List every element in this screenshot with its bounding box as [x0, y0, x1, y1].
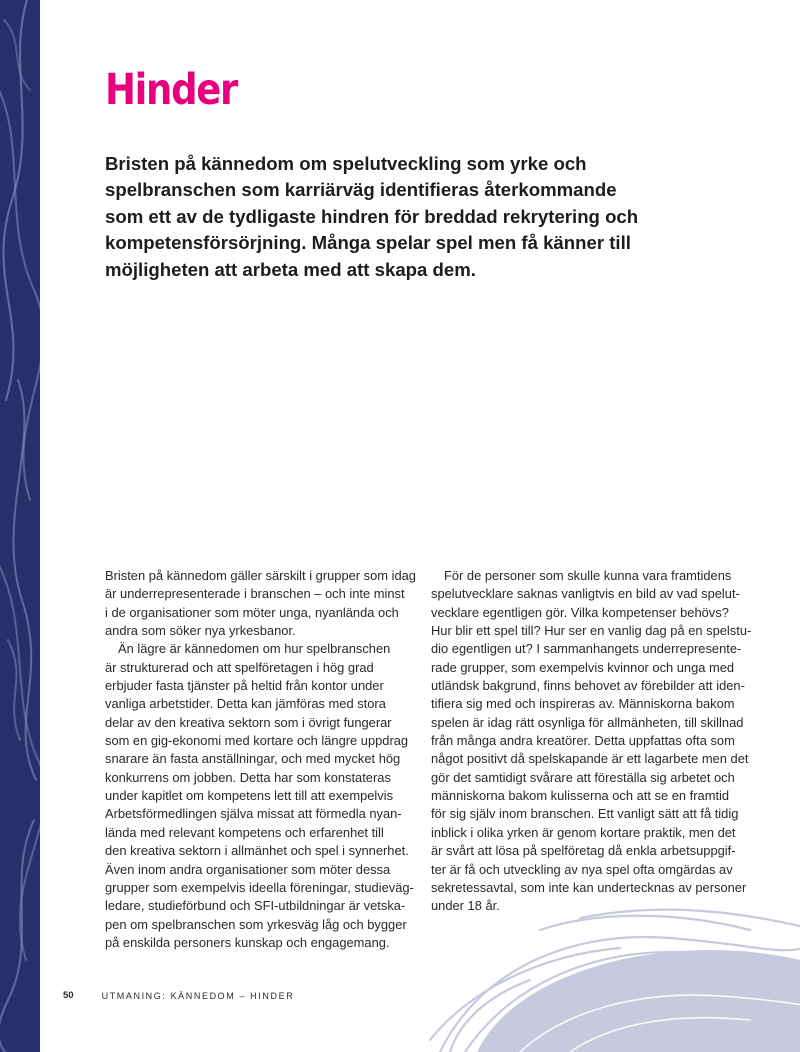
body-line: rade grupper, som exempelvis kvinnor och unga med	[431, 659, 735, 675]
body-line: under kapitlet om kompetens lett till att exempelvis	[105, 788, 394, 804]
body-line: ter är få och utveckling av nya spel ofta omgärdas av	[431, 861, 733, 877]
body-line: konkurrens om jobben. Detta har som konstateras	[105, 769, 391, 785]
body-line: spelen är idag rätt osynliga för allmänheten, till skillnad	[431, 714, 744, 730]
body-line: Arbetsförmedlingen själva missat att förmedla nyan-	[105, 806, 402, 822]
body-line: Hur blir ett spel till? Hur ser en vanlig dag på en spelstu-	[431, 623, 752, 639]
body-line: För de personer som skulle kunna vara framtidens	[444, 568, 732, 583]
body-line: snarare än fasta anställningar, och med mycket hög	[105, 751, 401, 767]
page-heading: Hinder	[105, 65, 238, 115]
body-line: grupper som exempelvis ideella föreningar, studieväg-	[105, 879, 414, 895]
lead-line: möjligheten att arbeta med att skapa dem.	[105, 258, 476, 280]
body-line: för sig själv inom branschen. Ett vanligt sätt att få tidig	[431, 806, 739, 822]
body-column-right	[431, 567, 751, 916]
body-line: Även inom andra organisationer som möter dessa	[105, 861, 391, 877]
body-line: i de organisationer som möter unga, nyanlända och	[105, 604, 399, 620]
body-line: erbjuder fasta tjänster på heltid från kontor under	[105, 678, 384, 694]
body-line: är strukturerad och att spelföretagen i hög grad	[105, 659, 374, 675]
body-line: under 18 år.	[431, 898, 500, 914]
lead-line: kompetensförsörjning. Många spelar spel men få känner till	[105, 232, 631, 254]
body-line: människorna bakom kulisserna och att se en framtid	[431, 788, 730, 804]
lead-line: Bristen på kännedom om spelutveckling som yrke och	[105, 153, 587, 174]
body-line: delar av den kreativa sektorn som i övrigt fungerar	[105, 714, 392, 730]
body-line: tifiera sig med och inspireras av. Människorna bakom	[431, 696, 735, 712]
body-line: vecklare egentligen gör. Vilka kompetenser behövs?	[431, 604, 729, 620]
body-line: är underrepresenterade i branschen – och inte minst	[105, 586, 405, 602]
decorative-side-band	[0, 0, 40, 1052]
page-number: 50	[63, 990, 74, 1001]
body-line: något positivt då spelskapande är ett lagarbete men det	[431, 751, 749, 767]
body-line: den kreativa sektorn i allmänhet och spel i synnerhet.	[105, 843, 409, 859]
body-line: utländsk bakgrund, finns behovet av förebilder att iden-	[431, 678, 745, 694]
body-line: Än lägre är kännedomen om hur spelbranschen	[118, 641, 391, 657]
body-line: inblick i olika yrken är genom kortare praktik, men det	[431, 824, 736, 840]
body-column-left	[105, 567, 425, 952]
body-line: gör det samtidigt svårare att föreställa sig arbetet och	[431, 769, 735, 785]
body-line: är svårt att lösa på spelföretag då enkla arbetsuppgif-	[431, 843, 736, 859]
body-line: som en gig-ekonomi med kortare och längre uppdrag	[105, 733, 409, 749]
body-line: dio egentligen ut? I sammanhangets underrepresente-	[431, 641, 742, 657]
lead-line: spelbranschen som karriärväg identifieras återkommande	[105, 179, 617, 201]
lead-line: som ett av de tydligaste hindren för breddad rekrytering och	[105, 205, 639, 227]
body-line: pen om spelbranschen som yrkesväg låg och bygger	[105, 916, 407, 932]
page-footer	[63, 990, 294, 1001]
decorative-corner-art	[420, 900, 800, 1052]
body-line: andra som söker nya yrkesbanor.	[105, 623, 296, 639]
body-line: på enskilda personers kunskap och engagemang.	[105, 934, 390, 950]
body-line: vanliga arbetstider. Detta kan jämföras med stora	[105, 696, 386, 712]
body-line: spelutvecklare saknas vanligtvis en bild av vad spelut-	[431, 586, 740, 602]
body-line: lända med relevant kompetens och erfarenhet till	[105, 824, 384, 840]
running-head: UTMANING: KÄNNEDOM – HINDER	[101, 990, 295, 1001]
lead-paragraph	[105, 151, 639, 283]
body-line: sekretessavtal, som inte kan undertecknas av personer	[431, 879, 747, 895]
body-line: Bristen på kännedom gäller särskilt i grupper som idag	[105, 568, 416, 583]
body-line: ledare, studieförbund och SFI-utbildningar är vetska-	[105, 898, 406, 914]
body-line: från många andra kreatörer. Detta uppfattas ofta som	[431, 733, 735, 749]
